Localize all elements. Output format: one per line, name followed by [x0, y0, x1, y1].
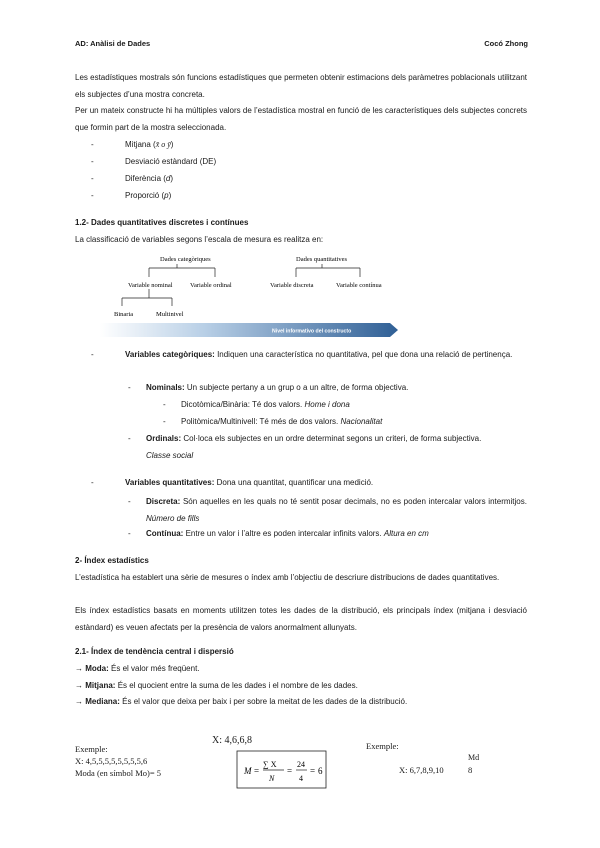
continua-item: - Contínua: Entre un valor i l’altre es poden intercalar infinits valors. Altura en cm — [128, 529, 429, 538]
header-right: Cocó Zhong — [484, 39, 528, 48]
mitjana-formula — [236, 750, 328, 790]
mediana-md-label: Md — [468, 753, 480, 762]
dicotomica-item: - Dicotòmica/Binària: Té dos valors. Home i dona — [163, 400, 350, 409]
formula-m: M — [244, 766, 252, 776]
mediana-example-title: Exemple: — [366, 741, 399, 751]
definition-mitjana: → Mitjana: És el quocient entre la suma de les dades i el nombre de les dades. — [75, 681, 358, 690]
intro-paragraph-2: Per un mateix constructe hi ha múltiples valors de l’estadística mostral en funció de les característiques dels subjectes concrets que formin part de la mostra seleccionada. — [75, 106, 527, 132]
formula-den: 4 — [299, 774, 303, 783]
diagram-binary: Binaria — [114, 311, 134, 318]
classification-diagram — [100, 250, 410, 342]
formula-result: 6 — [318, 766, 323, 776]
section-intro-1-2: La classificació de variables segons l’escala de mesura es realitza en: — [75, 235, 324, 244]
definition-mediana: → Mediana: És el valor que deixa per baix i per sobre la meitat de les dades de la distribució. — [75, 697, 408, 706]
diagram-nominal: Variable nominal — [128, 282, 173, 289]
list-item: - Desviació estàndard (DE) — [91, 157, 217, 166]
information-level-arrow — [100, 323, 398, 337]
section-title-2: 2- Índex estadístics — [75, 556, 149, 565]
discreta-item: - Discreta: Són aquelles en les quals no té sentit posar decimals, no es poden intercalar valors intermitjos. Número de fills — [128, 497, 527, 523]
section-2-paragraph-2: Els índex estadístics basats en moments utilitzen totes les dades de la distribució, els principals índex (mitjana i desviació estàndard) es veuen afectats per la presència de valors anormalment allunyats. — [75, 606, 527, 632]
quantitative-item: - Variables quantitatives: Dona una quantitat, quantificar una medició. — [91, 478, 374, 487]
mediana-result: 8 — [468, 765, 473, 775]
formula-num: 24 — [297, 760, 305, 769]
diagram-ordinal: Variable ordinal — [190, 282, 232, 289]
header-left: AD: Anàlisi de Dades — [75, 39, 151, 48]
formula-sum: ∑ X — [263, 760, 277, 769]
diagram-categorical-head: Dades categòriques — [160, 256, 211, 263]
section-title-1-2: 1.2- Dades quantitatives discretes i contínues — [75, 218, 249, 227]
intro-paragraph-1: Les estadístiques mostrals són funcions estadístiques que permeten obtenir estimacions dels paràmetres poblacionals utilitzant els subjectes d’una mostra concreta. — [75, 73, 527, 99]
svg-text:=: = — [310, 766, 316, 776]
categorical-item: - Variables categòriques: Indiquen una característica no quantitativa, pel que dona una relació de pertinença. — [91, 350, 513, 359]
diagram-discrete: Variable discreta — [270, 282, 314, 289]
moda-example-result: Moda (en símbol Mo)= 5 — [75, 768, 162, 778]
mitjana-example-data: X: 4,6,6,8 — [212, 735, 252, 746]
diagram-quantitative-head: Dades quantitatives — [296, 256, 348, 263]
diagram-arrow-label: Nivel informativo del constructo — [272, 328, 352, 335]
section-2-paragraph-1: L’estadística ha establert una sèrie de mesures o índex amb l’objectiu de descriure distribucions de dades quantitatives. — [75, 573, 500, 582]
diagram-continuous: Variable contínua — [336, 282, 382, 289]
definition-moda: → Moda: És el valor més freqüent. — [75, 664, 200, 673]
nominals-item: - Nominals: Un subjecte pertany a un grup o a un altre, de forma objectiva. — [128, 383, 409, 392]
list-item: - Proporció (p) — [91, 191, 172, 200]
ordinals-item: - Ordinals: Col·loca els subjectes en un ordre determinat segons un criteri, de forma subjectiva. — [128, 434, 482, 443]
list-item: - Mitjana (x̄ o ȳ) — [91, 140, 174, 149]
section-title-2-1: 2.1- Índex de tendència central i dispersió — [75, 647, 234, 656]
formula-n: N — [269, 774, 275, 783]
ordinals-example: Classe social — [146, 451, 194, 460]
svg-text:=: = — [287, 766, 293, 776]
mediana-example-data: X: 6,7,8,9,10 — [399, 765, 444, 775]
svg-text:=: = — [254, 766, 260, 776]
list-item: - Diferència (d) — [91, 174, 174, 183]
politomica-item: - Politòmica/Multinivell: Té més de dos valors. Nacionalitat — [163, 417, 383, 426]
moda-example-data: X: 4,5,5,5,5,5,5,5,5,6 — [75, 756, 148, 766]
diagram-multinivel: Multinivel — [156, 311, 184, 318]
moda-example-title: Exemple: — [75, 744, 108, 754]
